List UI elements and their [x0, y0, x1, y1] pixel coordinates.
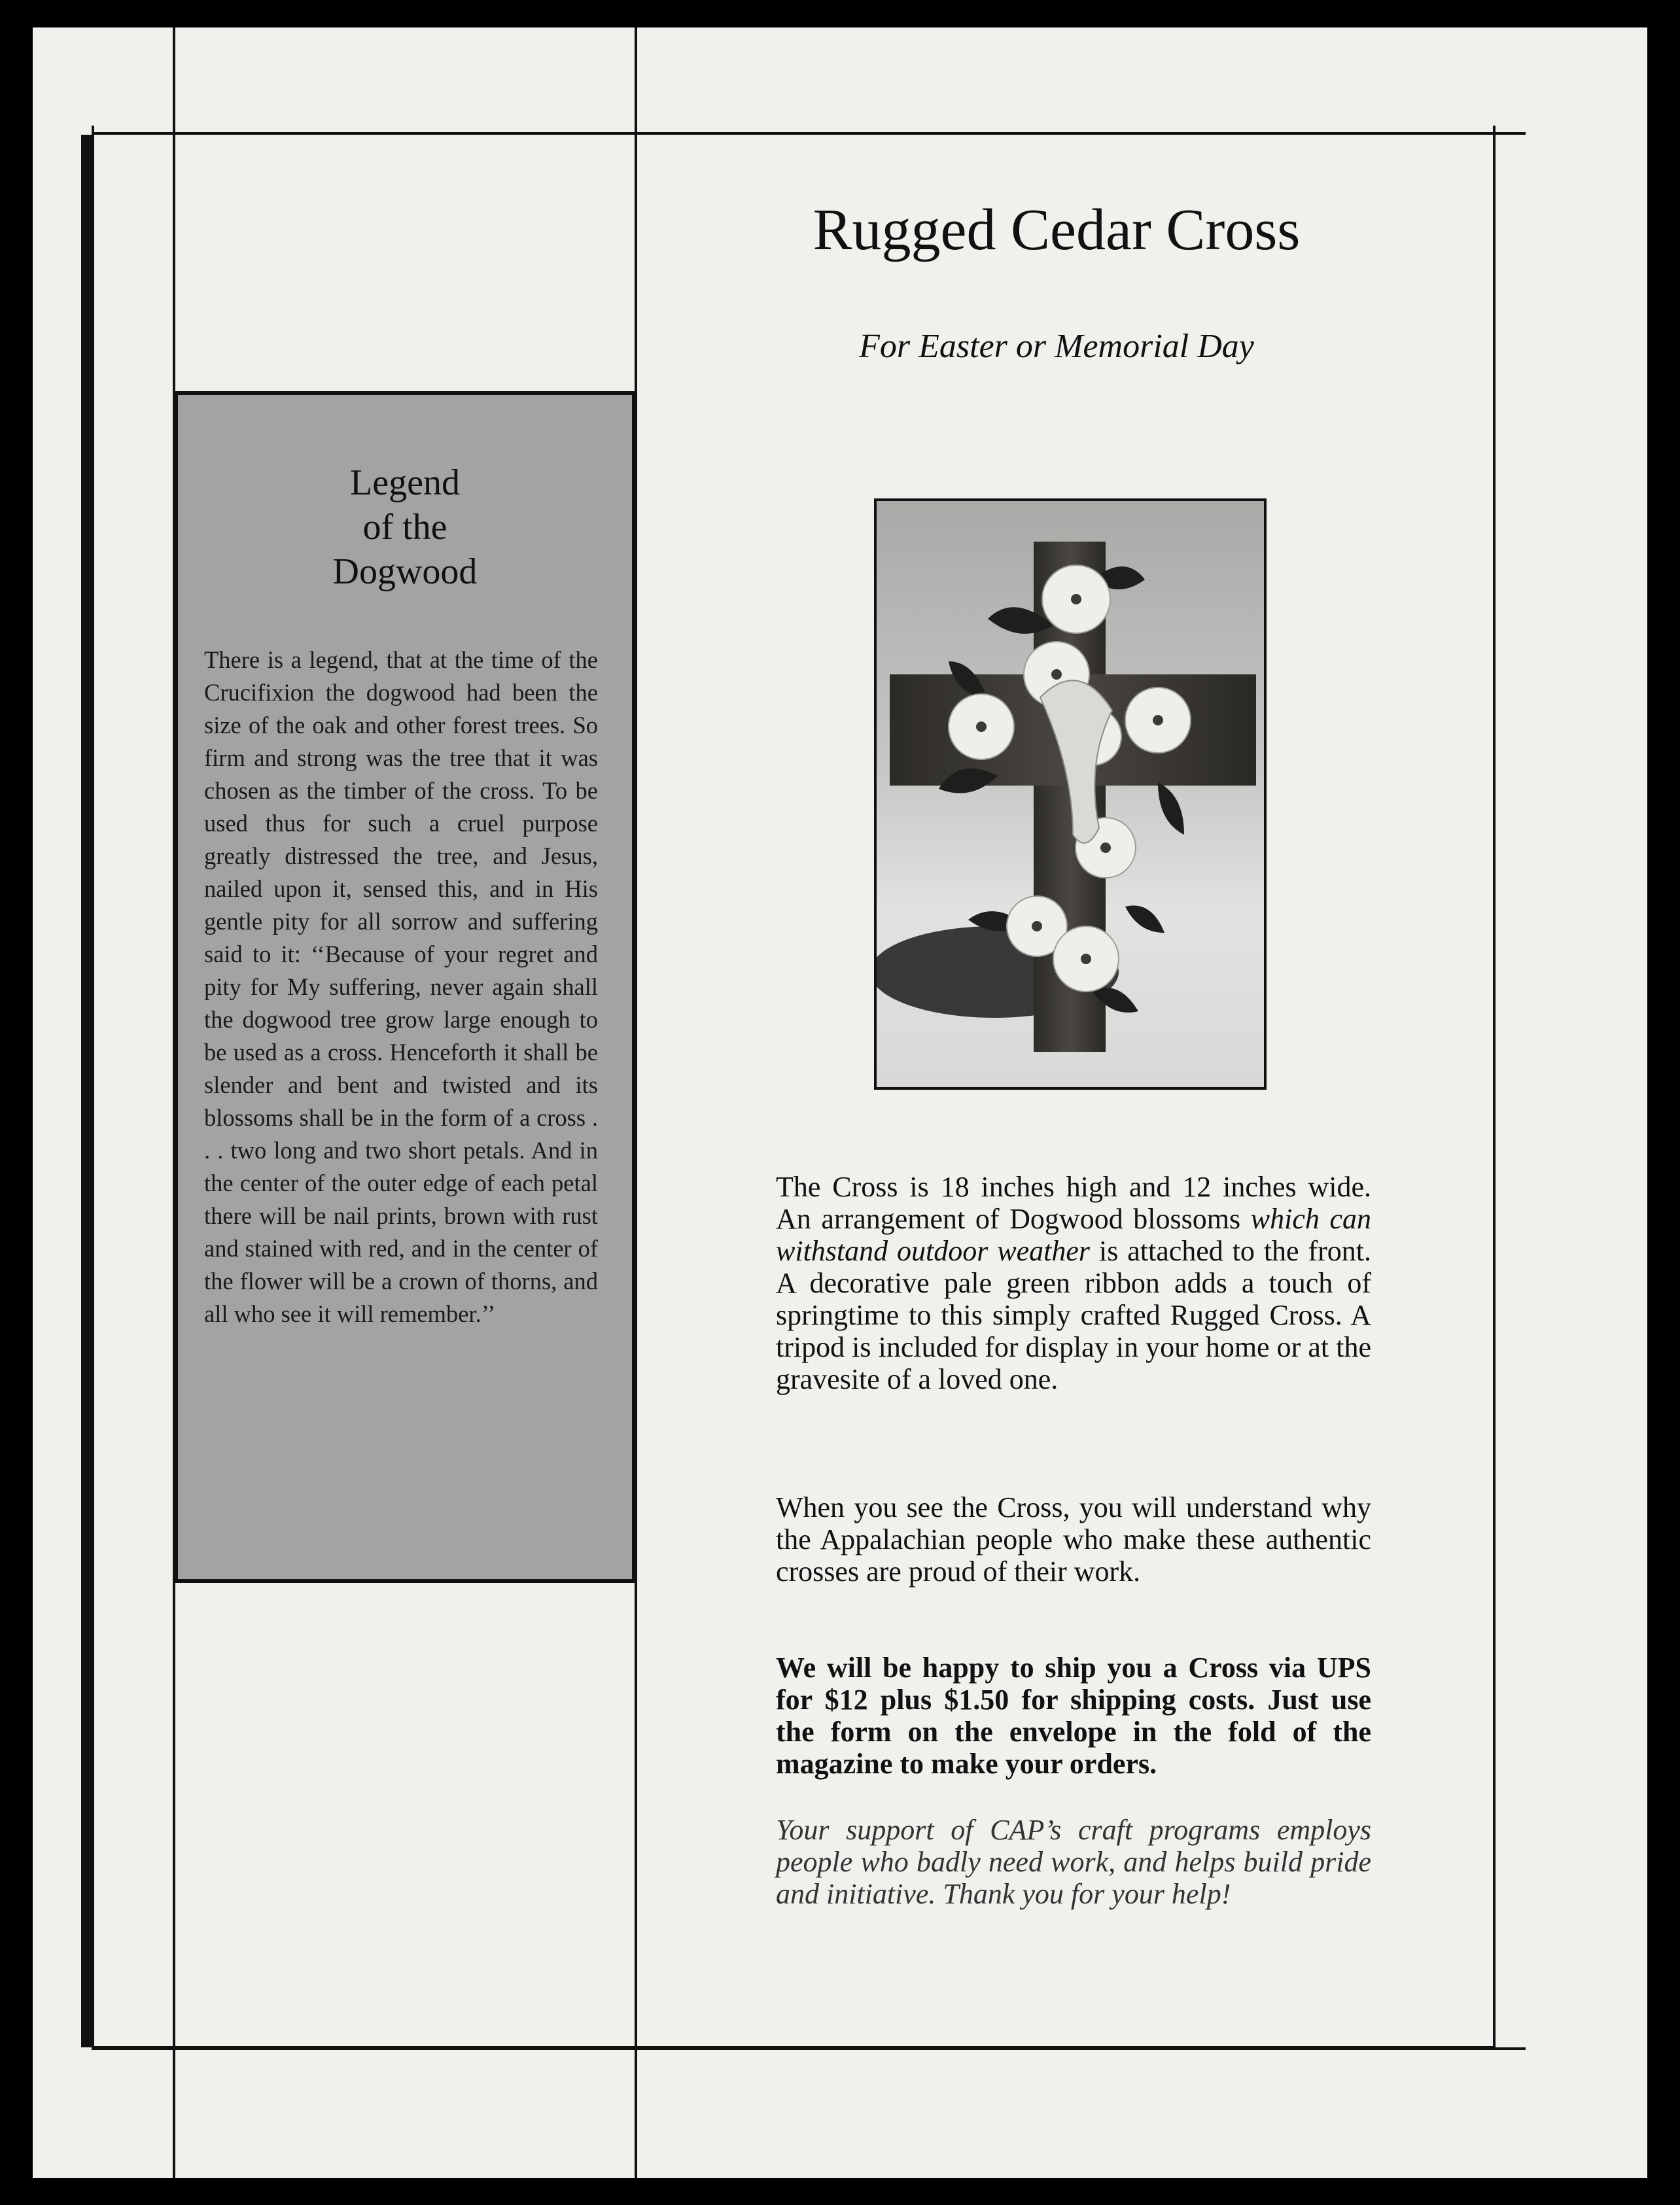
page-title: Rugged Cedar Cross [813, 198, 1301, 262]
legend-text: There is a legend, that at the time of the Crucifixion the dogwood had been the size of the oak and other forest trees. So firm and strong was the tree that it was chosen as the timber of the cross. To be used thus for such a cruel purpose greatly distressed the tree, and Jesus, nailed upon it, sensed this, and in His gentle pity for all sorrow and suffering said to it: ‘‘Because of your regret and pity for My suffering, never again shall the dogwood tree grow large enough to be used as a cross. Henceforth it shall be slender and bent and twisted and its blossoms shall be in the form of a cross . . . two long and two short petals. And in the center of the outer edge of each petal there will be nail prints, brown with rust and stained with red, and in the center of the flower will be a crown of thorns, and all who see it will remember.’’ [204, 646, 598, 1327]
legend-title [178, 460, 632, 594]
shipping-paragraph: We will be happy to ship you a Cross via UPS for $12 plus $1.50 for shipping costs. Just use the form on the envelope in the fold of the magazine to make your orders. [776, 1652, 1371, 1780]
legend-box [175, 392, 635, 1582]
cedar-cross-illustration [877, 501, 1264, 1087]
description-part-1: The Cross is 18 inches high and 12 inches wide. An arrangement of Dogwood blossoms [776, 1171, 1371, 1235]
cross-photo [874, 498, 1267, 1090]
description-part-2: is attached to the front. A decorative pale green ribbon adds a touch of springtime to this simply crafted Rugged Cross. A tripod is included for display in your home or at the gravesite of a loved one. [776, 1235, 1372, 1395]
description-paragraph [776, 1171, 1371, 1395]
page-subtitle: For Easter or Memorial Day [859, 328, 1254, 365]
legend-title-line-2: of the [362, 507, 447, 547]
legend-title-line-3: Dogwood [332, 551, 478, 592]
support-paragraph: Your support of CAP’s craft programs employs people who badly need work, and helps build pride and initiative. Thank you for your help! [776, 1814, 1371, 1910]
description-emphasis: which can withstand outdoor weather [776, 1203, 1371, 1267]
pride-paragraph: When you see the Cross, you will understand why the Appalachian people who make these authentic crosses are proud of their work. [776, 1491, 1371, 1588]
legend-title-line-1: Legend [350, 462, 460, 503]
